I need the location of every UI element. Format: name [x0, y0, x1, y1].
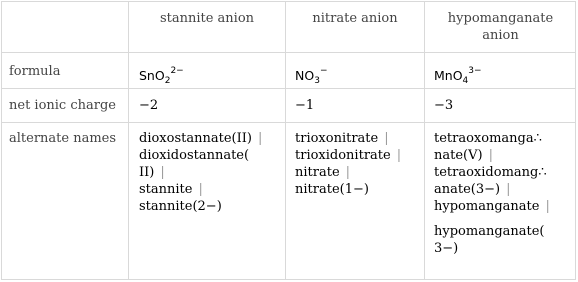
name-text: dioxostannate(II) [139, 131, 252, 146]
name-separator: | [198, 182, 203, 197]
name-text: nitrate(1−) [295, 182, 369, 197]
name-text: 3−) [434, 241, 459, 256]
name-separator: | [384, 131, 389, 146]
name-text: tetraoxidomang∴ [434, 165, 547, 180]
charge-nitrate: −1 [295, 98, 315, 113]
names-stannite [139, 130, 268, 215]
name-text: dioxidostannate( [139, 148, 250, 163]
formula-base: SnO [139, 68, 165, 83]
name-separator: | [345, 165, 351, 180]
column-header-hypomanganate-line2: anion [482, 28, 519, 43]
formula-superscript: 3− [468, 66, 482, 76]
name-text: II) [139, 165, 155, 180]
formula-subscript: 3 [314, 76, 320, 86]
formula-nitrate [295, 63, 327, 90]
name-separator: | [160, 165, 165, 180]
names-nitrate [295, 130, 407, 198]
formula-stannite [139, 63, 184, 90]
formula-base: NO [295, 68, 315, 83]
name-text: trioxonitrate [295, 131, 379, 146]
names-hypomanganate [434, 130, 556, 257]
name-separator: | [488, 148, 493, 163]
name-text: stannite(2−) [139, 199, 222, 214]
name-text: trioxidonitrate [295, 148, 391, 163]
charge-hypomanganate: −3 [434, 98, 454, 113]
row-divider [1, 88, 576, 89]
formula-superscript: − [319, 66, 328, 76]
column-header-stannite: stannite anion [159, 11, 255, 26]
name-text: hypomanganate [434, 199, 540, 214]
row-label-names: alternate names [9, 131, 117, 146]
formula-base: MnO [434, 68, 463, 83]
row-divider [1, 52, 576, 53]
name-text: hypomanganate( [434, 224, 545, 239]
column-header-hypomanganate-line1: hypomanganate [447, 11, 554, 26]
name-text: anate(3−) [434, 182, 501, 197]
formula-subscript: 2 [164, 76, 171, 86]
formula-subscript: 4 [462, 76, 469, 86]
name-separator: | [545, 199, 550, 214]
formula-superscript: 2− [170, 66, 184, 76]
row-label-formula: formula [9, 64, 61, 79]
column-header-nitrate: nitrate anion [312, 11, 398, 26]
row-label-charge: net ionic charge [9, 98, 116, 113]
charge-stannite: −2 [139, 98, 159, 113]
name-text: tetraoxomanga∴ [434, 131, 542, 146]
name-text: nitrate [295, 165, 340, 180]
name-text: stannite [139, 182, 193, 197]
name-text: nate(V) [434, 148, 483, 163]
name-separator: | [396, 148, 402, 163]
column-divider [285, 1, 286, 280]
column-divider [128, 1, 129, 280]
formula-hypomanganate [434, 63, 482, 90]
name-separator: | [257, 131, 263, 146]
name-separator: | [506, 182, 511, 197]
column-header-hypomanganate [425, 10, 576, 44]
row-divider [1, 122, 576, 123]
